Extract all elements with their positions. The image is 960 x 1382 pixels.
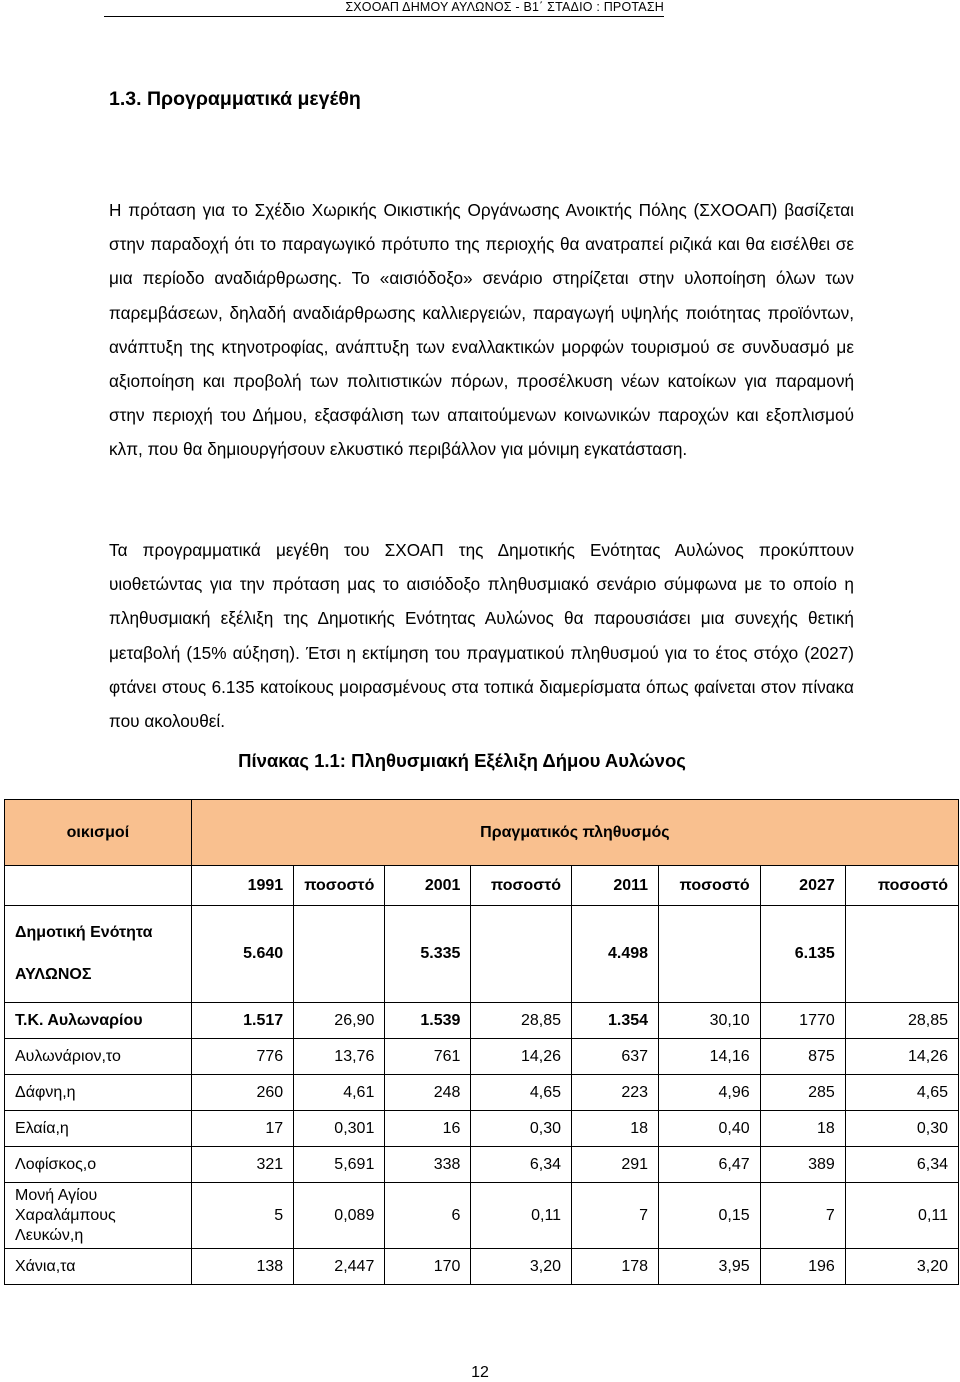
cell: 6	[385, 1183, 471, 1249]
cell: 338	[385, 1147, 471, 1183]
total-name	[5, 906, 192, 1003]
table-row	[5, 1147, 959, 1183]
total-1991: 5.640	[191, 906, 293, 1003]
cell: 0,40	[659, 1111, 761, 1147]
cell: 3,20	[845, 1249, 958, 1285]
total-empty	[659, 906, 761, 1003]
cell: 6,47	[659, 1147, 761, 1183]
cell: 4,65	[471, 1075, 572, 1111]
cell: 170	[385, 1249, 471, 1285]
cell: 3,20	[471, 1249, 572, 1285]
cell: 321	[191, 1147, 293, 1183]
table-caption-text: Πίνακας 1.1: Πληθυσμιακή Εξέλιξη Δήμου Αυλώνος	[238, 750, 686, 771]
cell: 291	[572, 1147, 659, 1183]
col-pct: ποσοστό	[845, 866, 958, 906]
cell: 389	[760, 1147, 845, 1183]
col-2011: 2011	[572, 866, 659, 906]
total-empty	[845, 906, 958, 1003]
cell: 875	[760, 1039, 845, 1075]
header-rule	[104, 0, 664, 17]
header-population: Πραγματικός πληθυσμός	[191, 800, 958, 866]
col-pct: ποσοστό	[294, 866, 385, 906]
col-1991: 1991	[191, 866, 293, 906]
cell: 285	[760, 1075, 845, 1111]
total-row	[5, 906, 959, 1003]
cell: 0,11	[471, 1183, 572, 1249]
cell: 223	[572, 1075, 659, 1111]
cell: 248	[385, 1075, 471, 1111]
cell: 776	[191, 1039, 293, 1075]
cell: 2,447	[294, 1249, 385, 1285]
cell: 18	[572, 1111, 659, 1147]
cell: 28,85	[471, 1003, 572, 1039]
cell: 0,30	[471, 1111, 572, 1147]
page-number: 12	[471, 1364, 489, 1381]
cell: 5,691	[294, 1147, 385, 1183]
cell: 1.354	[572, 1003, 659, 1039]
population-table	[4, 799, 959, 1285]
cell: 1.517	[191, 1003, 293, 1039]
table-header-row	[5, 800, 959, 866]
total-empty	[471, 906, 572, 1003]
cell: 14,26	[845, 1039, 958, 1075]
cell: 28,85	[845, 1003, 958, 1039]
paragraph-2: Τα προγραμματικά μεγέθη του ΣΧΟΑΠ της Δημοτικής Ενότητας Αυλώνος προκύπτουν υιοθετώντας για την πρόταση μας το αισιόδοξο πληθυσμιακό σενάριο σύμφωνα με το οποίο η πληθυσμιακή εξέλιξη της Δημοτικής Ενότητας Αυλώνος θα παρουσιάσει μια συνεχής θετική μεταβολή (15% αύξηση). Έτσι η εκτίμηση του πραγματικού πληθυσμού για το έτος στόχο (2027) φτάνει στους 6.135 κατοίκους μοιρασμένους στα τοπικά διαμερίσματα όπως φαίνεται στον πίνακα που ακολουθεί.	[109, 540, 854, 732]
cell: 5	[191, 1183, 293, 1249]
cell: 4,96	[659, 1075, 761, 1111]
cell: 14,26	[471, 1039, 572, 1075]
cell: 0,15	[659, 1183, 761, 1249]
table-row	[5, 1075, 959, 1111]
cell: 1.539	[385, 1003, 471, 1039]
cell: 637	[572, 1039, 659, 1075]
cell: 4,61	[294, 1075, 385, 1111]
cell: 13,76	[294, 1039, 385, 1075]
subheader-empty	[5, 866, 192, 906]
cell: 0,089	[294, 1183, 385, 1249]
cell: 138	[191, 1249, 293, 1285]
cell: 178	[572, 1249, 659, 1285]
row-name: Χάνια,τα	[5, 1249, 192, 1285]
cell: 26,90	[294, 1003, 385, 1039]
cell: 17	[191, 1111, 293, 1147]
cell: 7	[760, 1183, 845, 1249]
row-name: Τ.Κ. Αυλωναρίου	[5, 1003, 192, 1039]
cell: 1770	[760, 1003, 845, 1039]
table-subheader-row	[5, 866, 959, 906]
total-2011: 4.498	[572, 906, 659, 1003]
header-settlements: οικισμοί	[5, 800, 192, 866]
table-row	[5, 1183, 959, 1249]
table-row	[5, 1111, 959, 1147]
section-heading: 1.3. Προγραμματικά μεγέθη	[109, 88, 361, 110]
row-name: Δάφνη,η	[5, 1075, 192, 1111]
cell: 4,65	[845, 1075, 958, 1111]
total-name-line2: ΑΥΛΩΝΟΣ	[15, 966, 92, 983]
cell: 761	[385, 1039, 471, 1075]
cell: 18	[760, 1111, 845, 1147]
total-empty	[294, 906, 385, 1003]
total-2027: 6.135	[760, 906, 845, 1003]
cell: 6,34	[845, 1147, 958, 1183]
total-name-line1: Δημοτική Ενότητα	[15, 924, 153, 941]
col-pct: ποσοστό	[471, 866, 572, 906]
cell: 196	[760, 1249, 845, 1285]
table-row	[5, 1039, 959, 1075]
cell: 0,30	[845, 1111, 958, 1147]
paragraph-1: Η πρόταση για το Σχέδιο Χωρικής Οικιστικής Οργάνωσης Ανοικτής Πόλης (ΣΧΟΟΑΠ) βασίζεται στην παραδοχή ότι το παραγωγικό πρότυπο της περιοχής θα ανατραπεί ριζικά και θα εισέλθει σε μια περίοδο αναδιάρθρωσης. Το «αισιόδοξο» σενάριο στηρίζεται στην υλοποίηση όλων των παρεμβάσεων, δηλαδή αναδιάρθρωσης καλλιεργειών, παραγωγή υψηλής ποιότητας προϊόντων, ανάπτυξη της κτηνοτροφίας, ανάπτυξη των εναλλακτικών μορφών τουρισμού σε συνδυασμό με αξιοποίηση και προβολή των πολιτιστικών πόρων, προσέλκυση νέων κατοίκων για παραμονή στην περιοχή του Δήμου, εξασφάλιση των απαιτούμενων κοινωνικών παροχών και εξοπλισμού κλπ, που θα δημιουργήσουν ελκυστικό περιβάλλον για μόνιμη εγκατάσταση.	[109, 200, 854, 460]
cell: 7	[572, 1183, 659, 1249]
cell: 16	[385, 1111, 471, 1147]
row-name: Μονή Αγίου Χαραλάμπους Λευκών,η	[5, 1183, 192, 1249]
table-caption	[0, 750, 960, 772]
col-2001: 2001	[385, 866, 471, 906]
cell: 30,10	[659, 1003, 761, 1039]
cell: 6,34	[471, 1147, 572, 1183]
running-header: ΣΧΟΟΑΠ ΔΗΜΟΥ ΑΥΛΩΝΟΣ - Β1΄ ΣΤΑΔΙΟ : ΠΡΟΤΑΣΗ	[345, 0, 664, 14]
row-name: Αυλωνάριον,το	[5, 1039, 192, 1075]
total-2001: 5.335	[385, 906, 471, 1003]
cell: 0,301	[294, 1111, 385, 1147]
cell: 260	[191, 1075, 293, 1111]
row-name: Λοφίσκος,ο	[5, 1147, 192, 1183]
col-2027: 2027	[760, 866, 845, 906]
cell: 0,11	[845, 1183, 958, 1249]
table-row	[5, 1249, 959, 1285]
col-pct: ποσοστό	[659, 866, 761, 906]
row-name: Ελαία,η	[5, 1111, 192, 1147]
table-row	[5, 1003, 959, 1039]
cell: 14,16	[659, 1039, 761, 1075]
cell: 3,95	[659, 1249, 761, 1285]
